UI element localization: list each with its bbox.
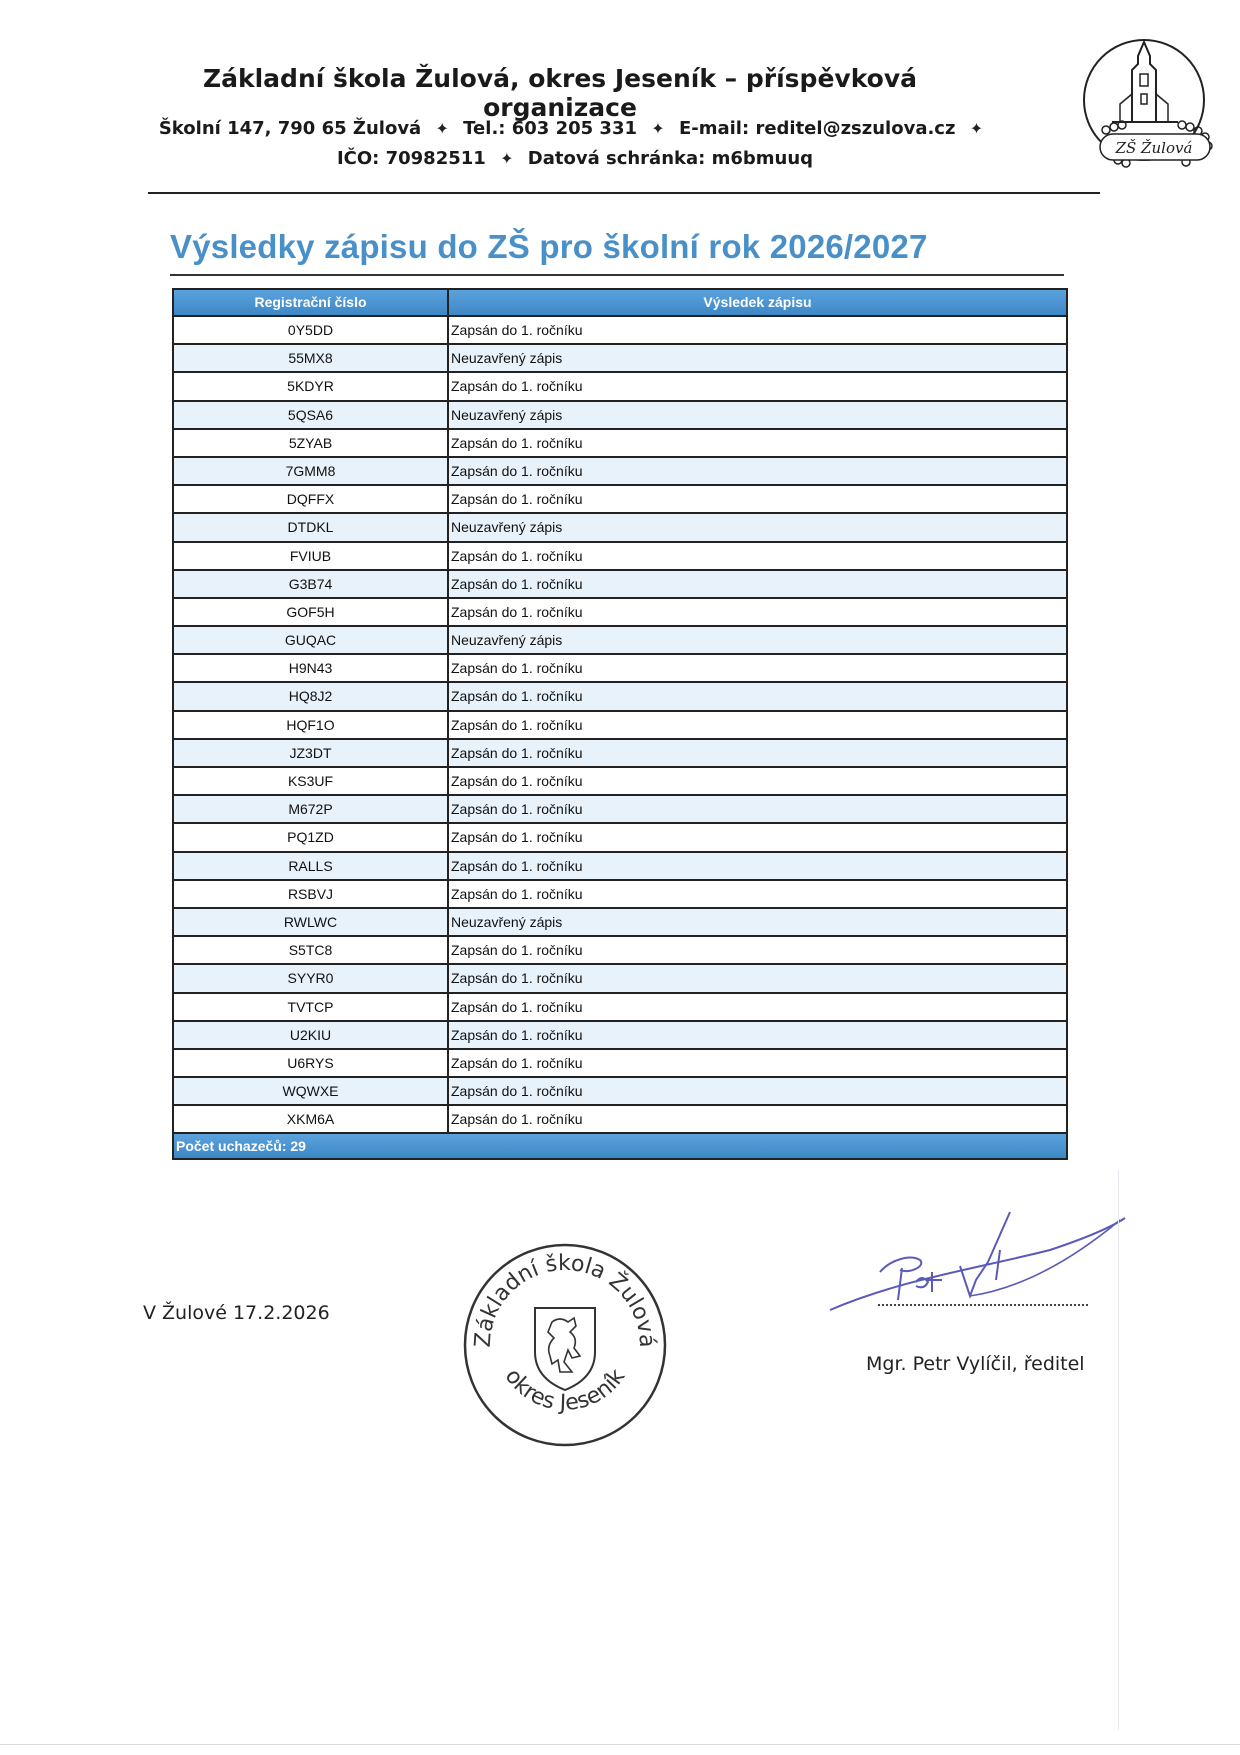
stamp-bottom-text: okres Jeseník bbox=[499, 1364, 631, 1417]
registration-number: RALLS bbox=[174, 853, 449, 879]
table-row bbox=[174, 1076, 1066, 1104]
registration-number: S5TC8 bbox=[174, 937, 449, 963]
logo-text: ZŠ Žulová bbox=[1115, 139, 1193, 157]
table-row bbox=[174, 1020, 1066, 1048]
address: Školní 147, 790 65 Žulová bbox=[158, 118, 422, 139]
contact-line-1 bbox=[140, 118, 1010, 139]
ico: IČO: 70982511 bbox=[336, 148, 486, 169]
registration-number: G3B74 bbox=[174, 571, 449, 597]
enrollment-result: Zapsán do 1. ročníku bbox=[451, 688, 583, 705]
school-name: Základní škola Žulová, okres Jeseník – příspěvková organizace bbox=[202, 64, 917, 122]
letterhead bbox=[0, 0, 1240, 200]
registration-number: WQWXE bbox=[174, 1078, 449, 1104]
table-row bbox=[174, 963, 1066, 991]
enrollment-result: Zapsán do 1. ročníku bbox=[451, 1026, 583, 1043]
enrollment-result: Zapsán do 1. ročníku bbox=[451, 1083, 583, 1100]
registration-number: H9N43 bbox=[174, 655, 449, 681]
column-header-result: Výsledek zápisu bbox=[703, 294, 812, 310]
signature-line bbox=[878, 1304, 1088, 1306]
registration-number: JZ3DT bbox=[174, 740, 449, 766]
registration-number: SYYR0 bbox=[174, 965, 449, 991]
enrollment-result: Neuzavřený zápis bbox=[451, 519, 563, 536]
enrollment-result: Zapsán do 1. ročníku bbox=[451, 660, 583, 677]
enrollment-result: Zapsán do 1. ročníku bbox=[451, 575, 583, 592]
enrollment-result: Zapsán do 1. ročníku bbox=[451, 857, 583, 874]
table-row bbox=[174, 710, 1066, 738]
page-title: Výsledky zápisu do ZŠ pro školní rok 2026/2027 bbox=[170, 228, 928, 265]
separator-star-icon: ✦ bbox=[435, 119, 449, 138]
table-row bbox=[174, 794, 1066, 822]
enrollment-result: Zapsán do 1. ročníku bbox=[451, 603, 583, 620]
registration-number: 55MX8 bbox=[174, 345, 449, 371]
registration-number: 0Y5DD bbox=[174, 317, 449, 343]
datova-schranka: Datová schránka: m6bmuuq bbox=[527, 148, 814, 169]
registration-number: PQ1ZD bbox=[174, 824, 449, 850]
registration-number: 5QSA6 bbox=[174, 402, 449, 428]
enrollment-result: Zapsán do 1. ročníku bbox=[451, 773, 583, 789]
registration-number: GOF5H bbox=[174, 599, 449, 625]
enrollment-result: Neuzavřený zápis bbox=[451, 913, 563, 930]
registration-number: U2KIU bbox=[174, 1022, 449, 1048]
table-row bbox=[174, 428, 1066, 456]
title-divider bbox=[170, 274, 1064, 276]
table-row bbox=[174, 512, 1066, 540]
table-row bbox=[174, 681, 1066, 709]
enrollment-result: Zapsán do 1. ročníku bbox=[451, 942, 583, 959]
separator-star-icon: ✦ bbox=[651, 119, 665, 138]
table-row bbox=[174, 541, 1066, 569]
stamp-top-text: Základní škola Žulová bbox=[470, 1250, 660, 1349]
registration-number: 7GMM8 bbox=[174, 458, 449, 484]
table-row bbox=[174, 456, 1066, 484]
table-row bbox=[174, 625, 1066, 653]
enrollment-result: Zapsán do 1. ročníku bbox=[451, 378, 583, 395]
email: E-mail: reditel@zszulova.cz bbox=[678, 118, 956, 139]
phone: Tel.: 603 205 331 bbox=[463, 118, 637, 139]
enrollment-result: Zapsán do 1. ročníku bbox=[451, 491, 583, 508]
column-header-registration: Registrační číslo bbox=[174, 290, 449, 315]
enrollment-result: Zapsán do 1. ročníku bbox=[451, 716, 583, 733]
registration-number: GUQAC bbox=[174, 627, 449, 653]
registration-number: RWLWC bbox=[174, 909, 449, 935]
registration-number: RSBVJ bbox=[174, 881, 449, 907]
registration-number: TVTCP bbox=[174, 994, 449, 1020]
enrollment-result: Zapsán do 1. ročníku bbox=[451, 744, 583, 761]
enrollment-result: Zapsán do 1. ročníku bbox=[451, 801, 583, 818]
school-logo-icon bbox=[1082, 34, 1214, 170]
table-row bbox=[174, 1048, 1066, 1076]
table-row bbox=[174, 879, 1066, 907]
enrollment-result: Zapsán do 1. ročníku bbox=[451, 970, 583, 987]
table-row bbox=[174, 935, 1066, 963]
enrollment-result: Neuzavřený zápis bbox=[451, 350, 563, 367]
table-row bbox=[174, 343, 1066, 371]
table-row bbox=[174, 653, 1066, 681]
table-row bbox=[174, 400, 1066, 428]
place-date: V Žulové 17.2.2026 bbox=[143, 1302, 330, 1324]
table-row bbox=[174, 315, 1066, 343]
enrollment-result: Zapsán do 1. ročníku bbox=[451, 885, 583, 902]
table-row bbox=[174, 851, 1066, 879]
enrollment-result: Zapsán do 1. ročníku bbox=[451, 322, 583, 338]
scan-bottom-edge bbox=[0, 1744, 1240, 1745]
registration-number: M672P bbox=[174, 796, 449, 822]
enrollment-result: Neuzavřený zápis bbox=[451, 406, 563, 423]
registration-number: XKM6A bbox=[174, 1106, 449, 1132]
enrollment-result: Zapsán do 1. ročníku bbox=[451, 998, 583, 1015]
table-row bbox=[174, 371, 1066, 399]
results-table bbox=[172, 288, 1068, 1160]
school-stamp bbox=[460, 1240, 670, 1450]
registration-number: KS3UF bbox=[174, 768, 449, 794]
separator-star-icon: ✦ bbox=[969, 119, 984, 138]
enrollment-result: Zapsán do 1. ročníku bbox=[451, 829, 583, 846]
enrollment-result: Zapsán do 1. ročníku bbox=[451, 434, 583, 451]
table-row bbox=[174, 1104, 1066, 1132]
enrollment-result: Zapsán do 1. ročníku bbox=[451, 1111, 583, 1128]
header-divider bbox=[148, 192, 1100, 194]
signer-name: Mgr. Petr Vylíčil, ředitel bbox=[866, 1353, 1085, 1375]
registration-number: 5KDYR bbox=[174, 373, 449, 399]
table-row bbox=[174, 484, 1066, 512]
table-row bbox=[174, 907, 1066, 935]
table-row bbox=[174, 766, 1066, 794]
registration-number: HQF1O bbox=[174, 712, 449, 738]
registration-number: DQFFX bbox=[174, 486, 449, 512]
contact-line-2 bbox=[140, 148, 1010, 169]
scan-edge bbox=[1118, 1170, 1119, 1730]
table-row bbox=[174, 569, 1066, 597]
enrollment-result: Zapsán do 1. ročníku bbox=[451, 462, 583, 479]
table-row bbox=[174, 992, 1066, 1020]
table-footer-count: Počet uchazečů: 29 bbox=[174, 1132, 1066, 1158]
separator-star-icon: ✦ bbox=[500, 149, 514, 168]
coat-of-arms-icon bbox=[535, 1308, 595, 1390]
table-row bbox=[174, 738, 1066, 766]
enrollment-result: Zapsán do 1. ročníku bbox=[451, 1054, 583, 1071]
registration-number: HQ8J2 bbox=[174, 683, 449, 709]
registration-number: FVIUB bbox=[174, 543, 449, 569]
enrollment-result: Zapsán do 1. ročníku bbox=[451, 547, 583, 564]
table-row bbox=[174, 597, 1066, 625]
registration-number: U6RYS bbox=[174, 1050, 449, 1076]
table-header bbox=[174, 290, 1066, 315]
table-body bbox=[174, 315, 1066, 1132]
registration-number: DTDKL bbox=[174, 514, 449, 540]
table-row bbox=[174, 822, 1066, 850]
enrollment-result: Neuzavřený zápis bbox=[451, 632, 563, 649]
registration-number: 5ZYAB bbox=[174, 430, 449, 456]
